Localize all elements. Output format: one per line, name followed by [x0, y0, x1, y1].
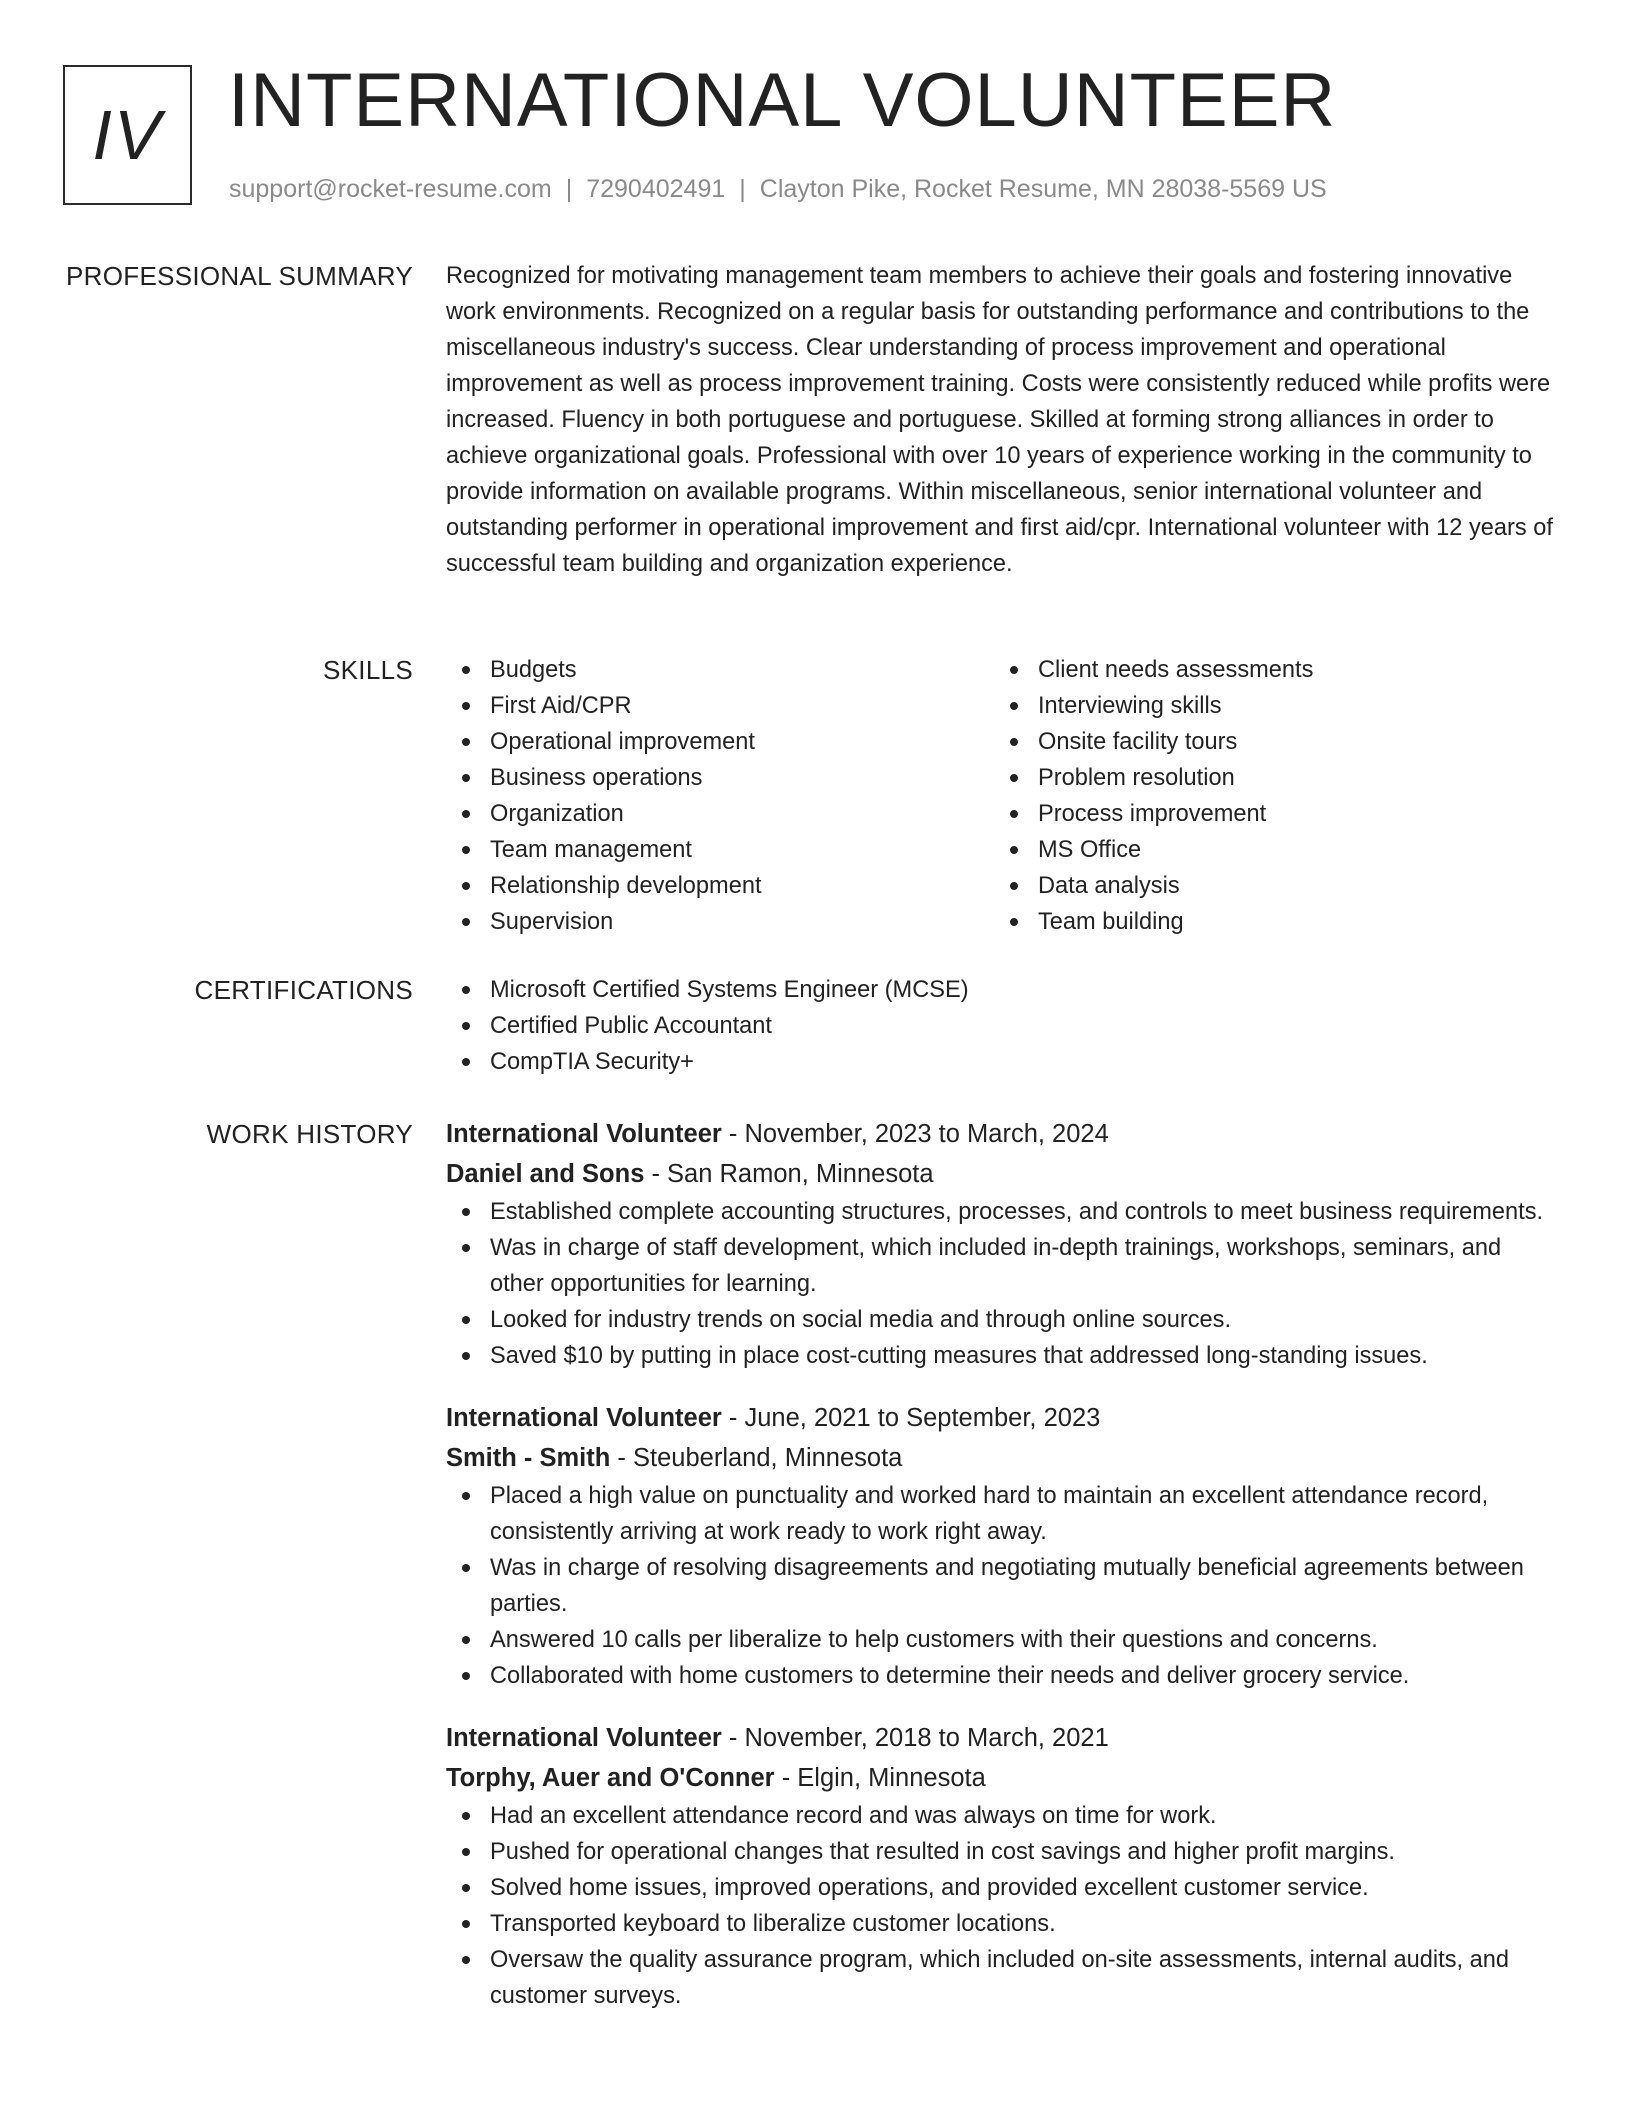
job-entry: [446, 1398, 1561, 1694]
job-location: - San Ramon, Minnesota: [644, 1160, 934, 1188]
candidate-name: INTERNATIONAL VOLUNTEER: [228, 58, 1337, 143]
job-bullet: Was in charge of staff development, which included in-depth trainings, workshops, seminars, and other opportunities for learning.: [446, 1230, 1561, 1302]
job-bullets: [446, 1478, 1561, 1694]
contact-email: support@rocket-resume.com: [229, 175, 552, 203]
job-company-line: [446, 1154, 1561, 1194]
skill-item: Onsite facility tours: [994, 724, 1542, 760]
job-bullet: Was in charge of resolving disagreements and negotiating mutually beneficial agreements between parties.: [446, 1550, 1561, 1622]
job-dates: - November, 2023 to March, 2024: [721, 1120, 1109, 1148]
job-bullets: [446, 1798, 1561, 2014]
job-bullet: Established complete accounting structures, processes, and controls to meet business requirements.: [446, 1194, 1561, 1230]
skill-item: Organization: [446, 796, 994, 832]
contact-separator: |: [565, 175, 573, 203]
summary-body: [446, 258, 1561, 582]
job-location: - Elgin, Minnesota: [774, 1764, 986, 1792]
job-location: - Steuberland, Minnesota: [610, 1444, 903, 1472]
job-company: Torphy, Auer and O'Conner: [446, 1764, 775, 1792]
job-title: International Volunteer: [446, 1724, 722, 1752]
job-entry: [446, 1718, 1561, 2014]
certifications-body: [446, 972, 1561, 1080]
job-bullets: [446, 1194, 1561, 1374]
job-title-line: [446, 1718, 1561, 1758]
summary-label: PROFESSIONAL SUMMARY: [66, 261, 413, 291]
monogram-logo: IV: [63, 65, 192, 205]
skill-item: Supervision: [446, 904, 994, 940]
job-title-line: [446, 1398, 1561, 1438]
summary-text: Recognized for motivating management team members to achieve their goals and fostering innovative work environments. Recognized on a regular basis for outstanding performance and contributions to the miscellaneous industry's success. Clear understanding of process improvement and operational improvement as well as process improvement training. Costs were consistently reduced while profits were increased. Fluency in both portuguese and portuguese. Skilled at forming strong alliances in order to achieve organizational goals. Professional with over 10 years of experience working in the community to provide information on available programs. Within miscellaneous, senior international volunteer and outstanding performer in operational improvement and first aid/cpr. International volunteer with 12 years of successful team building and organization experience.: [446, 263, 1553, 577]
job-bullet: Answered 10 calls per liberalize to help customers with their questions and concerns.: [446, 1622, 1561, 1658]
skill-item: Data analysis: [994, 868, 1542, 904]
certifications-label: CERTIFICATIONS: [194, 975, 413, 1005]
job-bullet: Looked for industry trends on social media and through online sources.: [446, 1302, 1561, 1338]
skills-right-list: [994, 652, 1542, 940]
certification-item: CompTIA Security+: [446, 1044, 1561, 1080]
job-company-line: [446, 1438, 1561, 1478]
skill-item: MS Office: [994, 832, 1542, 868]
skill-item: Team building: [994, 904, 1542, 940]
skill-item: Budgets: [446, 652, 994, 688]
contact-line: [229, 173, 1327, 206]
work-body: [446, 1114, 1561, 2038]
job-title: International Volunteer: [446, 1120, 722, 1148]
job-title-line: [446, 1114, 1561, 1154]
skill-item: First Aid/CPR: [446, 688, 994, 724]
job-bullet: Oversaw the quality assurance program, which included on-site assessments, internal audits, and customer surveys.: [446, 1942, 1561, 2014]
skill-item: Relationship development: [446, 868, 994, 904]
job-bullet: Saved $10 by putting in place cost-cutting measures that addressed long-standing issues.: [446, 1338, 1561, 1374]
job-bullet: Pushed for operational changes that resulted in cost savings and higher profit margins.: [446, 1834, 1561, 1870]
job-entry: [446, 1114, 1561, 1374]
skill-item: Problem resolution: [994, 760, 1542, 796]
skill-item: Client needs assessments: [994, 652, 1542, 688]
job-bullet: Transported keyboard to liberalize customer locations.: [446, 1906, 1561, 1942]
contact-phone: 7290402491: [586, 175, 726, 203]
skill-item: Process improvement: [994, 796, 1542, 832]
job-dates: - November, 2018 to March, 2021: [721, 1724, 1109, 1752]
skills-left-list: [446, 652, 994, 940]
job-bullet: Had an excellent attendance record and was always on time for work.: [446, 1798, 1561, 1834]
skills-label: SKILLS: [323, 655, 413, 685]
certification-item: Certified Public Accountant: [446, 1008, 1561, 1044]
job-company: Smith - Smith: [446, 1444, 611, 1472]
skill-item: Business operations: [446, 760, 994, 796]
job-bullet: Solved home issues, improved operations, and provided excellent customer service.: [446, 1870, 1561, 1906]
job-company-line: [446, 1758, 1561, 1798]
job-title: International Volunteer: [446, 1404, 722, 1432]
certification-item: Microsoft Certified Systems Engineer (MCSE): [446, 972, 1561, 1008]
skill-item: Team management: [446, 832, 994, 868]
contact-address: Clayton Pike, Rocket Resume, MN 28038-5569 US: [759, 175, 1327, 203]
job-bullet: Collaborated with home customers to determine their needs and deliver grocery service.: [446, 1658, 1561, 1694]
job-bullet: Placed a high value on punctuality and worked hard to maintain an excellent attendance record, consistently arriving at work ready to work right away.: [446, 1478, 1561, 1550]
skills-grid: [446, 652, 1561, 940]
skill-item: Operational improvement: [446, 724, 994, 760]
skill-item: Interviewing skills: [994, 688, 1542, 724]
job-company: Daniel and Sons: [446, 1160, 645, 1188]
certifications-list: [446, 972, 1561, 1080]
work-label: WORK HISTORY: [206, 1119, 413, 1149]
job-dates: - June, 2021 to September, 2023: [721, 1404, 1101, 1432]
contact-separator: |: [739, 175, 746, 203]
